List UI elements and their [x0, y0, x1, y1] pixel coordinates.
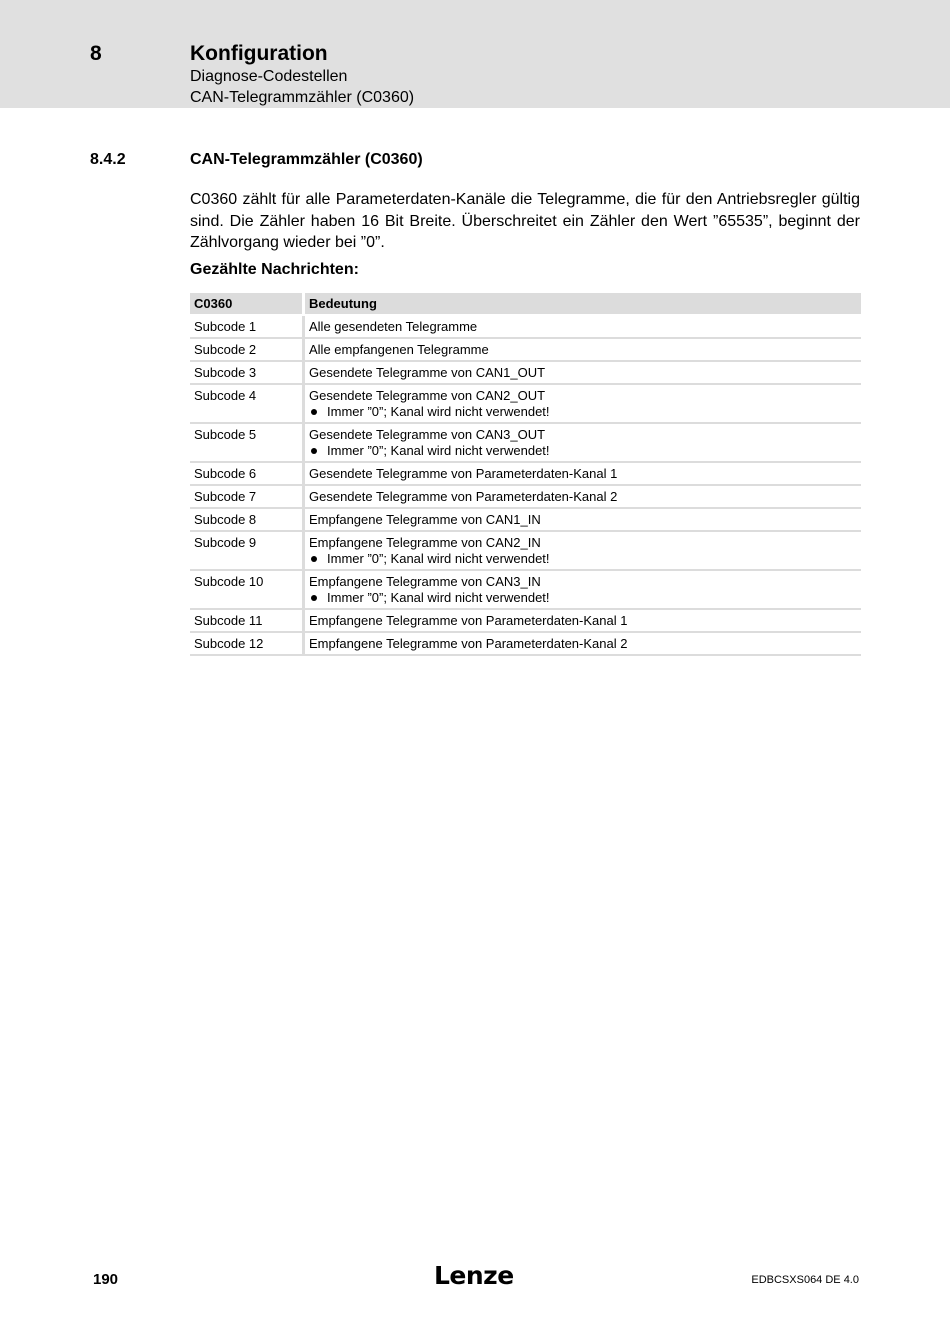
- table-row: [190, 361, 861, 384]
- meaning-cell: [304, 338, 862, 361]
- table-row: [190, 570, 861, 609]
- subcode-cell: Subcode 6: [190, 462, 304, 485]
- subcode-table: [190, 293, 861, 656]
- meaning-text: Gesendete Telegramme von CAN1_OUT: [309, 365, 546, 380]
- bullet-dot-icon: [311, 595, 317, 601]
- meaning-text: Empfangene Telegramme von Parameterdaten-Kanal 2: [309, 636, 628, 651]
- meaning-text: Empfangene Telegramme von CAN3_IN: [309, 574, 541, 589]
- meaning-cell: [304, 315, 862, 338]
- subcode-cell: Subcode 2: [190, 338, 304, 361]
- meaning-cell: [304, 361, 862, 384]
- meaning-text: Gesendete Telegramme von CAN2_OUT: [309, 388, 546, 403]
- note-text: Immer ”0”; Kanal wird nicht verwendet!: [327, 404, 550, 419]
- subcode-cell: Subcode 4: [190, 384, 304, 423]
- table-row: [190, 423, 861, 462]
- table-header-row: [190, 293, 861, 315]
- subcode-cell: Subcode 7: [190, 485, 304, 508]
- subcode-cell: Subcode 1: [190, 315, 304, 338]
- meaning-text: Alle gesendeten Telegramme: [309, 319, 478, 334]
- body-paragraph: C0360 zählt für alle Parameterdaten-Kanäle die Telegramme, die für den Antriebsregler gültig sind. Die Zähler haben 16 Bit Breite. Überschreitet ein Zähler den Wert ”65535”, beginnt der Zählvorgang wieder bei ”0”.: [190, 191, 860, 251]
- meaning-cell: [304, 384, 862, 423]
- column-header-meaning: Bedeutung: [304, 293, 862, 315]
- meaning-text: Empfangene Telegramme von CAN1_IN: [309, 512, 541, 527]
- bullet-dot-icon: [311, 409, 317, 415]
- bullet-dot-icon: [311, 556, 317, 562]
- meaning-cell: [304, 423, 862, 462]
- note-text: Immer ”0”; Kanal wird nicht verwendet!: [327, 443, 550, 458]
- meaning-cell: [304, 632, 862, 655]
- meaning-cell: [304, 570, 862, 609]
- page-number: 190: [93, 1271, 119, 1288]
- note-text: Immer ”0”; Kanal wird nicht verwendet!: [327, 590, 550, 605]
- chapter-subtitle-2: CAN-Telegrammzähler (C0360): [190, 89, 415, 106]
- meaning-text: Empfangene Telegramme von Parameterdaten-Kanal 1: [309, 613, 628, 628]
- meaning-text: Gesendete Telegramme von Parameterdaten-Kanal 1: [309, 466, 618, 481]
- subcode-cell: Subcode 10: [190, 570, 304, 609]
- meaning-cell: [304, 508, 862, 531]
- meaning-text: Empfangene Telegramme von CAN2_IN: [309, 535, 541, 550]
- table-row: [190, 508, 861, 531]
- section-title: CAN-Telegrammzähler (C0360): [190, 151, 423, 168]
- subcode-cell: Subcode 12: [190, 632, 304, 655]
- table-row: [190, 485, 861, 508]
- bullet-dot-icon: [311, 448, 317, 454]
- meaning-cell: [304, 531, 862, 570]
- meaning-text: Alle empfangenen Telegramme: [309, 342, 489, 357]
- table-body: [190, 315, 861, 655]
- lenze-logo: Lenze: [434, 1261, 514, 1290]
- chapter-title: Konfiguration: [190, 42, 328, 65]
- subcode-cell: Subcode 5: [190, 423, 304, 462]
- meaning-cell: [304, 609, 862, 632]
- note-bullet: [309, 404, 857, 420]
- chapter-subtitle-1: Diagnose-Codestellen: [190, 68, 348, 85]
- sub-heading: Gezählte Nachrichten:: [190, 261, 359, 278]
- table-row: [190, 632, 861, 655]
- table-row: [190, 531, 861, 570]
- section-number: 8.4.2: [90, 151, 126, 168]
- meaning-text: Gesendete Telegramme von CAN3_OUT: [309, 427, 546, 442]
- document-id: EDBCSXS064 DE 4.0: [751, 1274, 859, 1286]
- table-row: [190, 462, 861, 485]
- subcode-cell: Subcode 11: [190, 609, 304, 632]
- column-header-code: C0360: [190, 293, 304, 315]
- meaning-text: Gesendete Telegramme von Parameterdaten-Kanal 2: [309, 489, 618, 504]
- subcode-cell: Subcode 8: [190, 508, 304, 531]
- note-text: Immer ”0”; Kanal wird nicht verwendet!: [327, 551, 550, 566]
- meaning-cell: [304, 462, 862, 485]
- header-band: [0, 0, 950, 108]
- table-row: [190, 315, 861, 338]
- table-row: [190, 384, 861, 423]
- subcode-cell: Subcode 9: [190, 531, 304, 570]
- note-bullet: [309, 590, 857, 606]
- note-bullet: [309, 443, 857, 459]
- subcode-cell: Subcode 3: [190, 361, 304, 384]
- meaning-cell: [304, 485, 862, 508]
- table-row: [190, 609, 861, 632]
- chapter-number: 8: [90, 42, 102, 65]
- note-bullet: [309, 551, 857, 567]
- table-row: [190, 338, 861, 361]
